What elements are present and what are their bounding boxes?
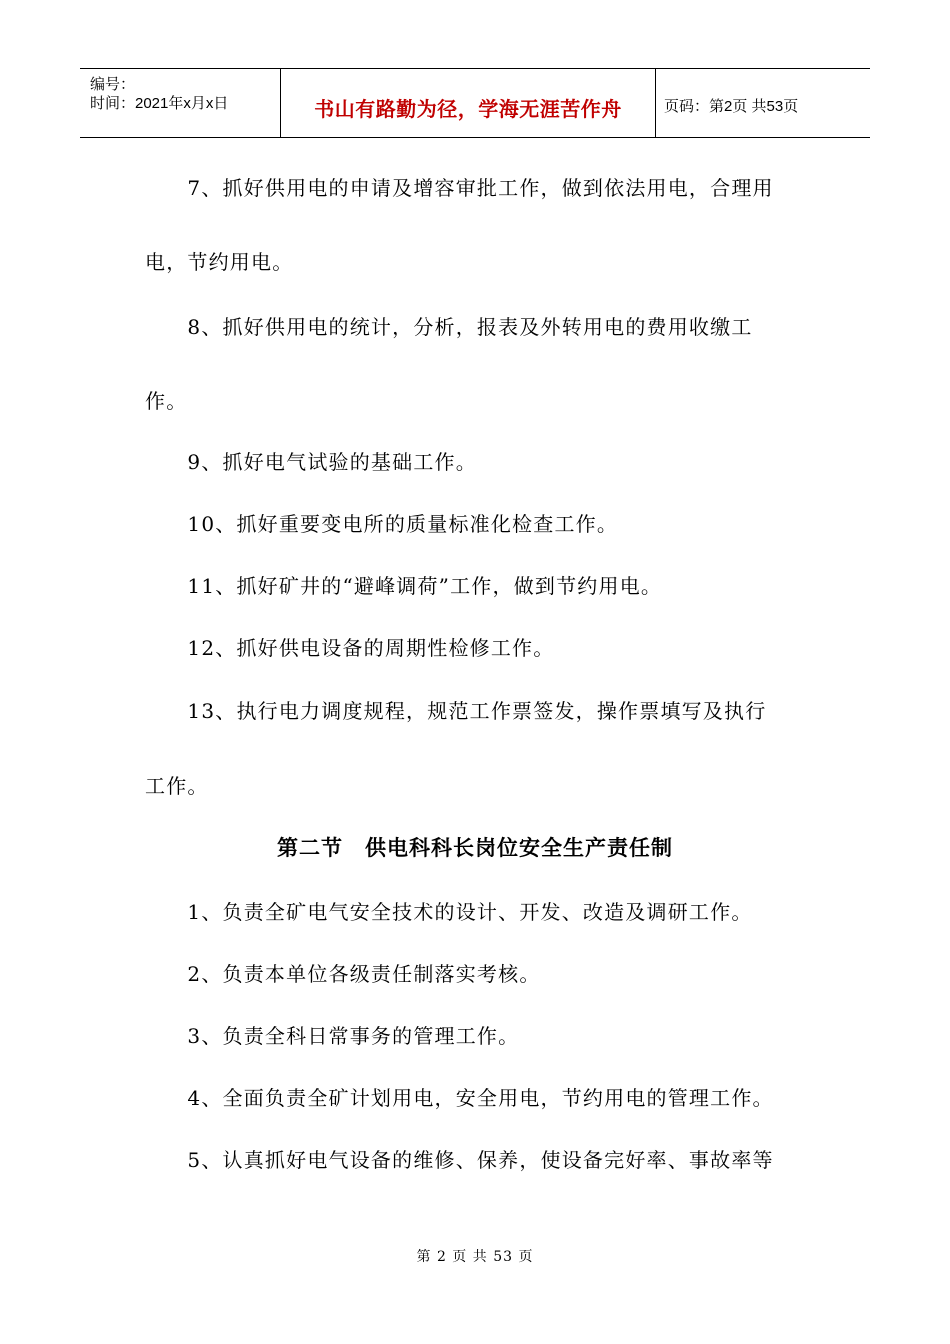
paragraph-line: 13、执行电力调度规程，规范工作票签发，操作票填写及执行 xyxy=(145,699,767,723)
page-header xyxy=(80,68,870,138)
paragraph-line: 9、抓好电气试验的基础工作。 xyxy=(145,450,477,474)
paragraph-line: 4、全面负责全矿计划用电，安全用电，节约用电的管理工作。 xyxy=(145,1086,774,1110)
paragraph-line: 12、抓好供电设备的周期性检修工作。 xyxy=(145,636,555,660)
paragraph-line: 5、认真抓好电气设备的维修、保养，使设备完好率、事故率等 xyxy=(145,1148,774,1172)
paragraph-line: 电，节约用电。 xyxy=(145,250,294,274)
paragraph-line: 1、负责全矿电气安全技术的设计、开发、改造及调研工作。 xyxy=(145,900,753,924)
paragraph-line: 11、抓好矿井的“避峰调荷”工作，做到节约用电。 xyxy=(145,574,663,598)
header-right-cell xyxy=(656,69,870,137)
paragraph-line: 作。 xyxy=(145,389,188,413)
section-heading: 第二节 供电科科长岗位安全生产责任制 xyxy=(277,836,673,860)
header-motto: 书山有路勤为径，学海无涯苦作舟 xyxy=(314,99,622,121)
header-page-info: 页码：第2页 共53页 xyxy=(664,98,799,115)
paragraph-line: 10、抓好重要变电所的质量标准化检查工作。 xyxy=(145,512,619,536)
header-left-cell xyxy=(80,69,280,137)
paragraph-line: 7、抓好供用电的申请及增容审批工作，做到依法用电，合理用 xyxy=(145,176,774,200)
page-footer: 第 2 页 共 53 页 xyxy=(416,1249,534,1265)
paragraph-line: 3、负责全科日常事务的管理工作。 xyxy=(145,1024,520,1048)
paragraph-line: 工作。 xyxy=(145,774,209,798)
header-middle-cell xyxy=(280,69,656,137)
document-number-label: 编号： xyxy=(90,76,136,93)
paragraph-line: 8、抓好供用电的统计，分析，报表及外转用电的费用收缴工 xyxy=(145,315,753,339)
document-time-label: 时间：2021年x月x日 xyxy=(90,95,229,112)
paragraph-line: 2、负责本单位各级责任制落实考核。 xyxy=(145,962,541,986)
